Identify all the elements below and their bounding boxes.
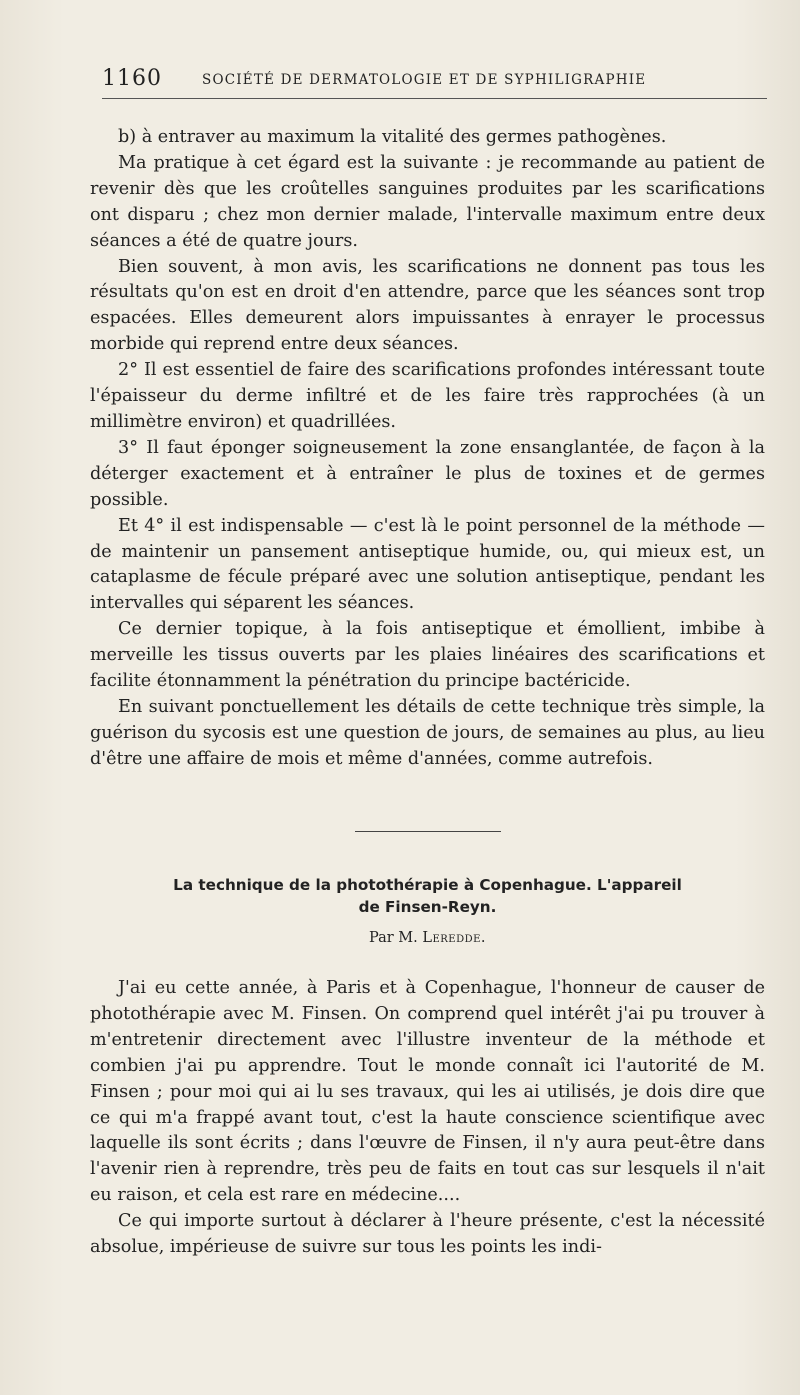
paragraph: Ma pratique à cet égard est la suivante : je recommande au patient de revenir dès que les croûtelles sanguines produites par les scarifications ont disparu ; chez mon dernier malade, l'intervalle maximum entre deux séances a été de quatre jours. xyxy=(90,152,765,251)
author-name: Leredde. xyxy=(422,930,487,946)
author-byline xyxy=(90,930,765,946)
paragraph: b) à entraver au maximum la vitalité des germes pathogènes. xyxy=(118,127,667,147)
paragraph: Bien souvent, à mon avis, les scarifications ne donnent pas tous les résultats qu'on est en droit d'en attendre, parce que les séances sont trop espacées. Elles demeurent alors impuissantes à enrayer le processus morbide qui reprend entre deux séances. xyxy=(90,256,765,355)
paragraph: En suivant ponctuellement les détails de cette technique très simple, la guérison du sycosis est une question de jours, de semaines au plus, au lieu d'être une affaire de mois et même d'années, comme autrefois. xyxy=(90,696,765,769)
paragraph: Et 4° il est indispensable — c'est là le point personnel de la méthode — de maintenir un pansement antiseptique humide, ou, qui mieux est, un cataplasme de fécule préparé avec une solution antiseptique, pendant les intervalles qui séparent les séances. xyxy=(90,515,765,614)
running-title: SOCIÉTÉ DE DERMATOLOGIE ET DE SYPHILIGRAPHIE xyxy=(202,72,647,88)
paragraph: J'ai eu cette année, à Paris et à Copenhague, l'honneur de causer de photothérapie avec M. Finsen. On comprend quel intérêt j'ai pu trouver à m'entretenir directement avec l'illustre inventeur de la méthode et combien j'ai pu apprendre. Tout le monde connaît ici l'autorité de M. Finsen ; pour moi qui ai lu ses travaux, qui les ai utilisés, je dois dire que ce qui m'a frappé avant tout, c'est la haute conscience scientifique avec laquelle ils sont écrits ; dans l'œuvre de Finsen, il n'y aura peut-être dans l'avenir rien à reprendre, très peu de faits en tout cas sur lesquels il n'ait eu raison, et cela est rare en médecine.... xyxy=(90,978,765,1206)
paragraph: 2° Il est essentiel de faire des scarifications profondes intéressant toute l'épaisseur du derme infiltré et de les faire très rapprochées (à un millimètre environ) et quadrillées. xyxy=(90,360,765,432)
lower-text-block xyxy=(90,976,765,1261)
section-title-line: de Finsen-Reyn. xyxy=(358,898,497,916)
page-header xyxy=(102,62,767,99)
paragraph: 3° Il faut éponger soigneusement la zone ensanglantée, de façon à la déterger exactement et à entraîner le plus de toxines et de germes possible. xyxy=(90,437,765,510)
section-title xyxy=(90,874,765,918)
paragraph: Ce qui importe surtout à déclarer à l'heure présente, c'est la nécessité absolue, impérieuse de suivre sur tous les points les indi- xyxy=(90,1211,765,1258)
byline-prefix: Par M. xyxy=(368,930,423,946)
section-title-line: La technique de la photothérapie à Copenhague. L'appareil xyxy=(173,876,682,894)
paragraph: Ce dernier topique, à la fois antiseptique et émollient, imbibe à merveille les tissus ouverts par les plaies linéaires des scarifications et facilite étonnamment la pénétration du principe bactéricide. xyxy=(90,619,765,692)
page-number: 1160 xyxy=(102,66,162,91)
upper-text-block xyxy=(90,125,765,773)
section-divider xyxy=(355,831,501,832)
